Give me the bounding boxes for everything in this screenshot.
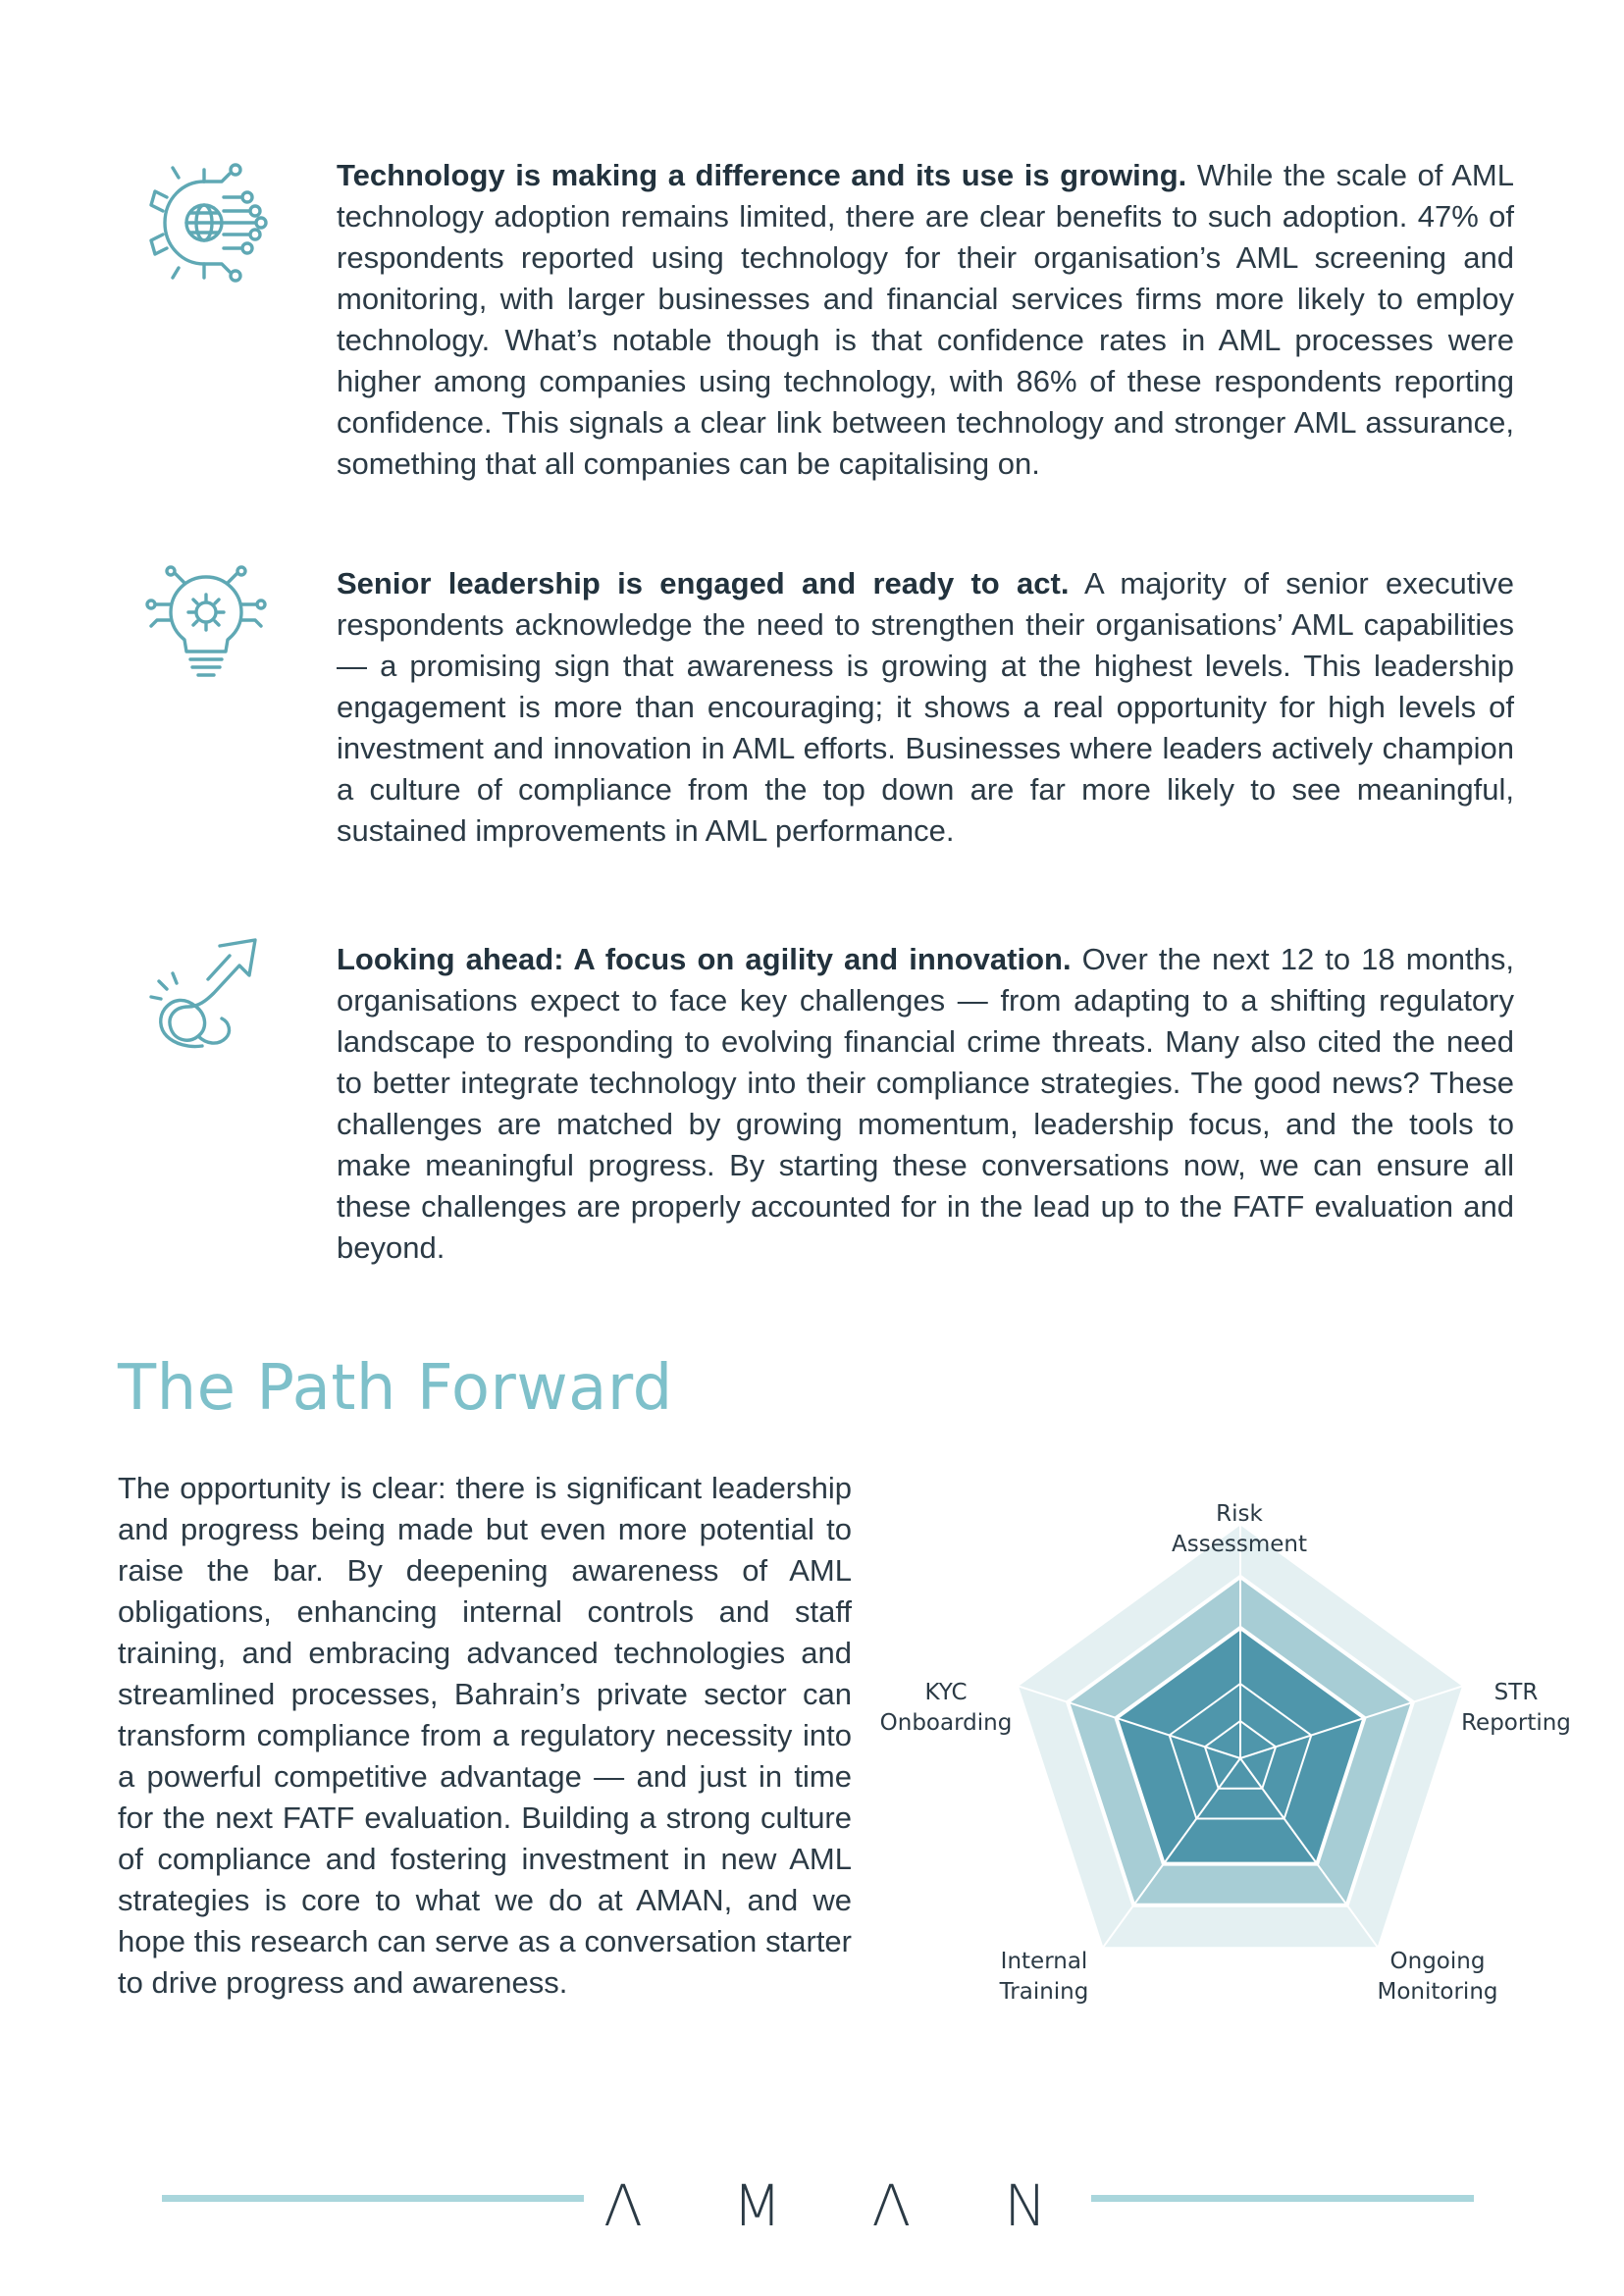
radar-axis-label-line: Monitoring: [1377, 1979, 1498, 2005]
lightbulb-gear-icon: [145, 565, 269, 689]
aman-logo: [589, 2172, 1060, 2239]
technology-heading: Technology is making a difference and its use is growing.: [337, 158, 1187, 192]
tangled-arrow-icon: [145, 938, 269, 1062]
technology-text: While the scale of AML technology adoption remains limited, there are clear benefits to such adoption. 47% of respondents reported using technology for their organisation’s AML screening and monitoring, with larger businesses and financial services firms more likely to employ technology. What’s notable though is that confidence rates in AML processes were higher among companies using technology, with 86% of these respondents reporting confidence. This signals a clear link between technology and stronger AML assurance, something that all companies can be capitalising on.: [337, 158, 1514, 481]
gear-globe-circuit-icon: [145, 162, 269, 286]
radar-axis-label: [1378, 1949, 1498, 2005]
radar-axis-label-line: Onboarding: [879, 1710, 1013, 1736]
radar-axis-label-line: Ongoing: [1389, 1949, 1486, 1974]
radar-axis-label: [1461, 1680, 1571, 1736]
radar-axis-label-line: Reporting: [1461, 1710, 1571, 1736]
radar-axis-label: [880, 1680, 1013, 1736]
radar-axis-label-line: Training: [999, 1979, 1089, 2005]
footer-line-right: [1091, 2195, 1474, 2202]
radar-axis-label: [999, 1949, 1089, 2005]
leadership-paragraph: [337, 563, 1514, 852]
leadership-text: A majority of senior executive respondents acknowledge the need to strengthen their organisations’ AML capabilities — a promising sign that awareness is growing at the highest levels. This leadership engagement is more than encouraging; it shows a real opportunity for high levels of investment and innovation in AML efforts. Businesses where leaders actively champion a culture of compliance from the top down are far more likely to see meaningful, sustained improvements in AML performance.: [337, 566, 1514, 848]
leadership-heading: Senior leadership is engaged and ready to act.: [337, 566, 1070, 600]
radar-axis-label-line: Assessment: [1172, 1532, 1307, 1557]
logo-letter-m: M: [732, 2172, 782, 2239]
path-forward-paragraph: The opportunity is clear: there is significant leadership and progress being made but even more potential to raise the bar. By deepening awareness of AML obligations, enhancing internal controls and staff training, and embracing advanced technologies and streamlined processes, Bahrain’s private sector can transform compliance from a regulatory necessity into a powerful competitive advantage — and just in time for the next FATF evaluation. Building a strong culture of compliance and fostering investment in new AML strategies is core to what we do at AMAN, and we hope this research can serve as a conversation starter to drive progress and awareness.: [118, 1471, 852, 2000]
footer-line-left: [162, 2195, 584, 2202]
outlook-text: Over the next 12 to 18 months, organisations expect to face key challenges — from adapting to a shifting regulatory landscape to responding to evolving financial crime threats. Many also cited the need to better integrate technology into their compliance strategies. The good news? These challenges are matched by growing momentum, leadership focus, and the tools to make meaningful progress. By starting these conversations now, we can ensure all these challenges are properly accounted for in the lead up to the FATF evaluation and beyond.: [337, 942, 1514, 1265]
radar-diagram: [852, 1472, 1598, 2021]
radar-axis-label-line: Risk: [1216, 1501, 1263, 1527]
outlook-heading: Looking ahead: A focus on agility and innovation.: [337, 942, 1072, 976]
technology-paragraph: [337, 155, 1514, 485]
logo-letter-a2: Λ: [871, 2172, 912, 2239]
radar-axis-label-line: Internal: [1000, 1949, 1088, 1974]
outlook-paragraph: [337, 939, 1514, 1269]
radar-axis-label-line: KYC: [924, 1680, 968, 1705]
path-forward-title: The Path Forward: [118, 1352, 673, 1425]
logo-letter-a1: Λ: [603, 2172, 643, 2239]
radar-axis-label-line: STR: [1493, 1680, 1539, 1705]
logo-letter-n: N: [1004, 2172, 1047, 2239]
